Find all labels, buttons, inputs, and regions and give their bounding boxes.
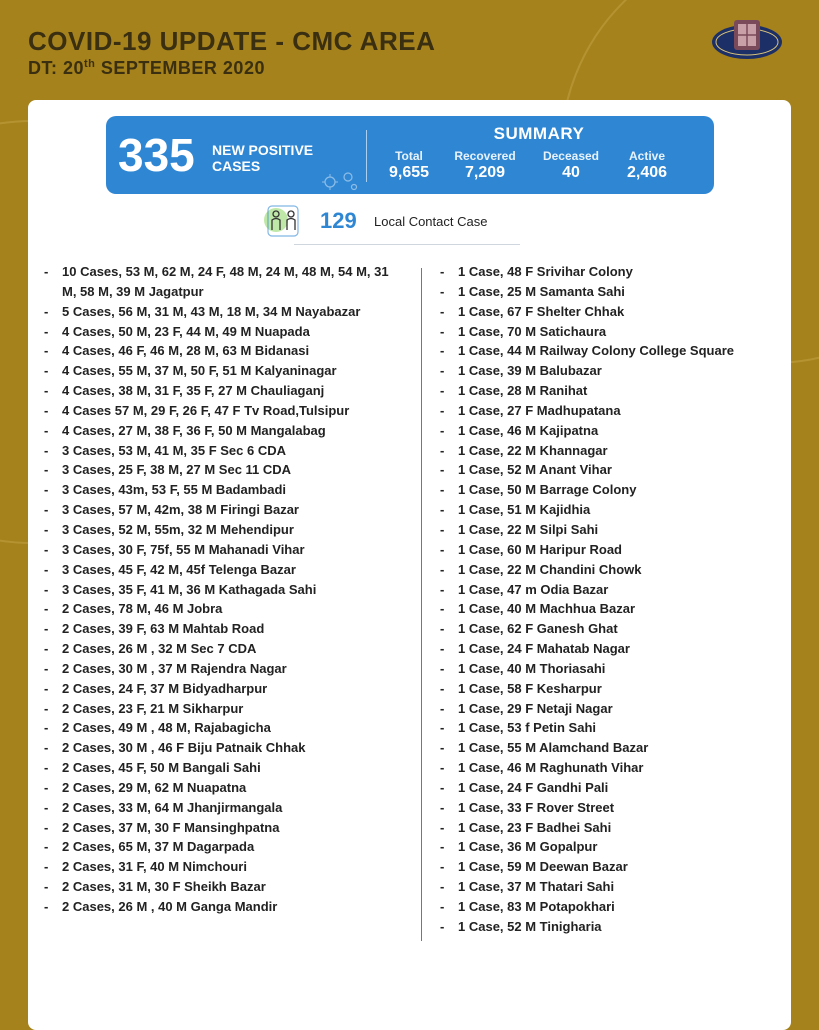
- case-text: 3 Cases, 57 M, 42m, 38 M Firingi Bazar: [62, 502, 299, 518]
- case-list-item: [440, 282, 780, 302]
- list-bullet: -: [440, 660, 445, 676]
- case-list-item: [440, 659, 780, 679]
- list-bullet: -: [44, 859, 49, 875]
- case-text: 3 Cases, 45 F, 42 M, 45f Telenga Bazar: [62, 561, 296, 577]
- case-text: 2 Cases, 30 M , 37 M Rajendra Nagar: [62, 660, 287, 676]
- case-list-item: [44, 580, 404, 600]
- date-suffix-ordinal: th: [84, 58, 96, 70]
- list-bullet: -: [440, 680, 445, 696]
- case-list-item: [440, 917, 780, 937]
- case-list-item: [44, 778, 404, 798]
- list-bullet: -: [44, 561, 49, 577]
- case-text: 1 Case, 60 M Haripur Road: [458, 541, 622, 557]
- local-contact-row: [264, 202, 544, 244]
- case-text: 4 Cases, 46 F, 46 M, 28 M, 63 M Bidanasi: [62, 343, 310, 359]
- stat-label: Deceased: [542, 149, 600, 163]
- case-list-item: [440, 679, 780, 699]
- stat-label: Total: [395, 149, 423, 163]
- case-text: 3 Cases, 30 F, 75f, 55 M Mahanadi Vihar: [62, 541, 305, 557]
- case-list-item: [440, 818, 780, 838]
- case-list-item: [440, 262, 780, 282]
- case-list-item: [440, 441, 780, 461]
- case-text: 1 Case, 36 M Gopalpur: [458, 839, 598, 855]
- case-text: 1 Case, 27 F Madhupatana: [458, 402, 621, 418]
- case-text: 3 Cases, 35 F, 41 M, 36 M Kathagada Sahi: [62, 581, 317, 597]
- case-text: 3 Cases, 53 M, 41 M, 35 F Sec 6 CDA: [62, 442, 286, 458]
- case-list-item: [440, 500, 780, 520]
- list-bullet: -: [44, 760, 49, 776]
- case-list-item: [44, 381, 404, 401]
- case-text: 1 Case, 46 M Kajipatna: [458, 422, 599, 438]
- list-bullet: -: [440, 283, 445, 299]
- list-bullet: -: [440, 383, 445, 399]
- local-contact-label: Local Contact Case: [374, 214, 488, 229]
- case-list-item: [44, 837, 404, 857]
- list-bullet: -: [44, 581, 49, 597]
- list-bullet: -: [44, 899, 49, 914]
- list-bullet: -: [44, 383, 49, 399]
- list-bullet: -: [44, 264, 49, 279]
- report-date: [28, 58, 435, 79]
- case-list-item: [440, 798, 780, 818]
- list-bullet: -: [44, 402, 49, 418]
- case-list-item: [440, 699, 780, 719]
- case-list-item: [44, 818, 404, 838]
- list-bullet: -: [44, 799, 49, 815]
- summary-title: SUMMARY: [493, 124, 585, 143]
- case-list-item: [44, 500, 404, 520]
- list-bullet: -: [44, 740, 49, 756]
- case-text: 1 Case, 83 M Potapokhari: [458, 899, 615, 914]
- list-bullet: -: [44, 303, 49, 319]
- case-text: 1 Case, 40 M Machhua Bazar: [458, 601, 636, 617]
- case-text: 1 Case, 40 M Thoriasahi: [458, 660, 606, 676]
- case-text: 1 Case, 24 F Gandhi Pali: [458, 779, 609, 795]
- list-bullet: -: [440, 799, 445, 815]
- list-bullet: -: [44, 541, 49, 557]
- case-text: 2 Cases, 31 F, 40 M Nimchouri: [62, 859, 247, 875]
- case-text: 2 Cases, 49 M , 48 M, Rajabagicha: [62, 720, 271, 736]
- list-bullet: -: [440, 462, 445, 478]
- case-list-item: [44, 560, 404, 580]
- stat-value: 2,406: [626, 164, 668, 181]
- case-text: 2 Cases, 78 M, 46 M Jobra: [62, 601, 223, 617]
- contact-underline: [294, 244, 520, 245]
- summary-banner: [106, 116, 714, 194]
- case-text: 2 Cases, 39 F, 63 M Mahtab Road: [62, 621, 265, 637]
- case-text: 1 Case, 47 m Odia Bazar: [458, 581, 609, 597]
- list-bullet: -: [44, 442, 49, 458]
- stat-label: Active: [628, 149, 666, 163]
- list-bullet: -: [44, 621, 49, 637]
- list-bullet: -: [440, 502, 445, 518]
- stat-label: Recovered: [454, 149, 516, 163]
- case-list-item: [440, 540, 780, 560]
- case-list-item: [440, 460, 780, 480]
- list-bullet: -: [44, 521, 49, 537]
- list-bullet: -: [44, 720, 49, 736]
- list-bullet: -: [44, 779, 49, 795]
- case-list-item: [440, 718, 780, 738]
- list-bullet: -: [440, 819, 445, 835]
- case-list-item: [440, 361, 780, 381]
- list-bullet: -: [44, 680, 49, 696]
- case-text: 1 Case, 22 M Chandini Chowk: [458, 561, 642, 577]
- left-case-list: [44, 262, 404, 917]
- list-bullet: -: [440, 641, 445, 657]
- list-bullet: -: [44, 323, 49, 339]
- list-bullet: -: [440, 621, 445, 637]
- list-bullet: -: [440, 521, 445, 537]
- case-text: 2 Cases, 23 F, 21 M Sikharpur: [62, 700, 244, 716]
- list-bullet: -: [44, 601, 49, 617]
- list-bullet: -: [440, 561, 445, 577]
- case-list-item: [44, 460, 404, 480]
- case-list-item: [440, 322, 780, 342]
- case-list-item: [440, 580, 780, 600]
- case-list-item: [44, 302, 404, 322]
- case-list-item: [440, 560, 780, 580]
- case-text: 2 Cases, 45 F, 50 M Bangali Sahi: [62, 760, 261, 776]
- case-text: 1 Case, 28 M Ranihat: [458, 383, 588, 399]
- case-list-item: [44, 738, 404, 758]
- list-bullet: -: [440, 899, 445, 914]
- case-text: 5 Cases, 56 M, 31 M, 43 M, 18 M, 34 M Nayabazar: [62, 303, 361, 319]
- case-list-item: [440, 857, 780, 877]
- case-text: 2 Cases, 29 M, 62 M Nuapatna: [62, 779, 247, 795]
- list-bullet: -: [44, 343, 49, 359]
- case-text: 1 Case, 44 M Railway Colony College Square: [458, 343, 734, 359]
- case-list-item: [440, 619, 780, 639]
- list-bullet: -: [440, 720, 445, 736]
- case-list-item: [440, 639, 780, 659]
- case-text: 1 Case, 48 F Srivihar Colony: [458, 264, 633, 279]
- list-bullet: -: [44, 462, 49, 478]
- date-month-year: SEPTEMBER 2020: [95, 58, 265, 78]
- case-text: 2 Cases, 33 M, 64 M Jhanjirmangala: [62, 799, 283, 815]
- virus-icon: [318, 168, 362, 192]
- case-list-item: [440, 401, 780, 421]
- list-bullet: -: [440, 700, 445, 716]
- list-bullet: -: [440, 442, 445, 458]
- list-bullet: -: [440, 482, 445, 498]
- list-bullet: -: [44, 879, 49, 895]
- case-text: 10 Cases, 53 M, 62 M, 24 F, 48 M, 24 M, 48 M, 54 M, 31 M, 58 M, 39 M Jagatpur: [62, 264, 389, 299]
- list-bullet: -: [44, 482, 49, 498]
- case-list-item: [44, 401, 404, 421]
- case-text: 4 Cases, 50 M, 23 F, 44 M, 49 M Nuapada: [62, 323, 310, 339]
- case-text: 4 Cases, 38 M, 31 F, 35 F, 27 M Chauliaganj: [62, 383, 325, 399]
- stat-active: [602, 149, 692, 182]
- case-list-item: [44, 480, 404, 500]
- list-bullet: -: [440, 601, 445, 617]
- list-bullet: -: [440, 879, 445, 895]
- list-bullet: -: [440, 323, 445, 339]
- case-text: 4 Cases, 55 M, 37 M, 50 F, 51 M Kalyaninagar: [62, 363, 337, 379]
- case-list-item: [44, 599, 404, 619]
- page-header: [28, 26, 435, 79]
- list-bullet: -: [44, 422, 49, 438]
- cmc-emblem-icon: [710, 14, 784, 64]
- case-text: 2 Cases, 26 M , 40 M Ganga Mandir: [62, 899, 278, 914]
- case-text: 1 Case, 67 F Shelter Chhak: [458, 303, 625, 319]
- case-list-item: [440, 381, 780, 401]
- new-positive-count: 335: [118, 129, 195, 181]
- case-text: 3 Cases, 52 M, 55m, 32 M Mehendipur: [62, 521, 294, 537]
- case-list-item: [44, 361, 404, 381]
- case-text: 1 Case, 22 M Khannagar: [458, 442, 608, 458]
- local-contact-count: 129: [320, 208, 357, 233]
- case-text: 4 Cases 57 M, 29 F, 26 F, 47 F Tv Road,Tulsipur: [62, 402, 350, 418]
- list-bullet: -: [440, 303, 445, 319]
- case-list-item: [44, 718, 404, 738]
- list-bullet: -: [44, 641, 49, 657]
- case-list-item: [440, 341, 780, 361]
- case-text: 3 Cases, 25 F, 38 M, 27 M Sec 11 CDA: [62, 462, 292, 478]
- list-bullet: -: [440, 264, 445, 279]
- case-text: 1 Case, 29 F Netaji Nagar: [458, 700, 613, 716]
- case-text: 1 Case, 52 M Tinigharia: [458, 918, 602, 934]
- case-list-item: [44, 659, 404, 679]
- people-contact-icon: [264, 202, 304, 238]
- stat-value: 9,655: [388, 164, 430, 181]
- case-text: 1 Case, 33 F Rover Street: [458, 799, 615, 815]
- case-list-item: [44, 421, 404, 441]
- case-text: 2 Cases, 65 M, 37 M Dagarpada: [62, 839, 255, 855]
- case-list-item: [44, 857, 404, 877]
- case-list-item: [44, 639, 404, 659]
- case-list-item: [440, 778, 780, 798]
- page-title: COVID-19 UPDATE - CMC AREA: [28, 26, 436, 56]
- case-list-item: [44, 322, 404, 342]
- case-text: 1 Case, 37 M Thatari Sahi: [458, 879, 615, 895]
- list-bullet: -: [440, 363, 445, 379]
- case-text: 2 Cases, 26 M , 32 M Sec 7 CDA: [62, 641, 257, 657]
- list-bullet: -: [440, 740, 445, 756]
- case-list-item: [440, 599, 780, 619]
- case-text: 1 Case, 39 M Balubazar: [458, 363, 602, 379]
- case-list-item: [440, 837, 780, 857]
- case-list-item: [44, 619, 404, 639]
- new-positive-label: NEW POSITIVE CASES: [212, 142, 314, 174]
- case-text: 1 Case, 62 F Ganesh Ghat: [458, 621, 618, 637]
- case-text: 1 Case, 23 F Badhei Sahi: [458, 819, 612, 835]
- case-text: 2 Cases, 37 M, 30 F Mansinghpatna: [62, 819, 280, 835]
- date-prefix: DT: 20: [28, 58, 85, 78]
- list-bullet: -: [440, 343, 445, 359]
- case-text: 2 Cases, 24 F, 37 M Bidyadharpur: [62, 680, 268, 696]
- case-list-item: [440, 302, 780, 322]
- list-bullet: -: [44, 700, 49, 716]
- stat-value: 40: [562, 164, 580, 181]
- case-list-item: [440, 897, 780, 917]
- case-list-item: [44, 262, 404, 302]
- case-list-item: [44, 679, 404, 699]
- case-text: 1 Case, 70 M Satichaura: [458, 323, 607, 339]
- case-list-item: [44, 699, 404, 719]
- case-list-item: [44, 897, 404, 917]
- case-text: 1 Case, 22 M Silpi Sahi: [458, 521, 599, 537]
- column-divider: [421, 268, 422, 941]
- list-bullet: -: [440, 581, 445, 597]
- list-bullet: -: [440, 760, 445, 776]
- list-bullet: -: [440, 839, 445, 855]
- list-bullet: -: [44, 660, 49, 676]
- case-list-item: [440, 758, 780, 778]
- case-list-item: [44, 758, 404, 778]
- case-list-item: [440, 421, 780, 441]
- list-bullet: -: [440, 918, 445, 934]
- case-list-item: [44, 341, 404, 361]
- list-bullet: -: [440, 859, 445, 875]
- list-bullet: -: [44, 819, 49, 835]
- list-bullet: -: [440, 422, 445, 438]
- case-text: 1 Case, 25 M Samanta Sahi: [458, 283, 625, 299]
- content-card: [28, 100, 791, 1030]
- case-text: 1 Case, 55 M Alamchand Bazar: [458, 740, 649, 756]
- right-case-list: [440, 262, 780, 937]
- case-list-item: [44, 520, 404, 540]
- list-bullet: -: [44, 502, 49, 518]
- case-list-item: [44, 540, 404, 560]
- case-text: 1 Case, 52 M Anant Vihar: [458, 462, 612, 478]
- case-text: 1 Case, 46 M Raghunath Vihar: [458, 760, 644, 776]
- list-bullet: -: [44, 363, 49, 379]
- list-bullet: -: [440, 779, 445, 795]
- case-text: 2 Cases, 31 M, 30 F Sheikh Bazar: [62, 879, 266, 895]
- list-bullet: -: [440, 541, 445, 557]
- case-list-item: [440, 738, 780, 758]
- case-text: 4 Cases, 27 M, 38 F, 36 F, 50 M Mangalabag: [62, 422, 326, 438]
- case-text: 1 Case, 59 M Deewan Bazar: [458, 859, 628, 875]
- case-list-item: [440, 877, 780, 897]
- case-list-item: [44, 798, 404, 818]
- case-text: 1 Case, 50 M Barrage Colony: [458, 482, 637, 498]
- case-text: 1 Case, 53 f Petin Sahi: [458, 720, 597, 736]
- list-bullet: -: [44, 839, 49, 855]
- case-text: 2 Cases, 30 M , 46 F Biju Patnaik Chhak: [62, 740, 306, 756]
- stat-recovered: [440, 149, 530, 182]
- case-list-item: [440, 520, 780, 540]
- case-list-item: [44, 441, 404, 461]
- case-text: 3 Cases, 43m, 53 F, 55 M Badambadi: [62, 482, 286, 498]
- stat-value: 7,209: [464, 164, 506, 181]
- case-text: 1 Case, 58 F Kesharpur: [458, 680, 602, 696]
- case-list-item: [440, 480, 780, 500]
- case-text: 1 Case, 51 M Kajidhia: [458, 502, 591, 518]
- case-list-item: [44, 877, 404, 897]
- list-bullet: -: [440, 402, 445, 418]
- case-text: 1 Case, 24 F Mahatab Nagar: [458, 641, 630, 657]
